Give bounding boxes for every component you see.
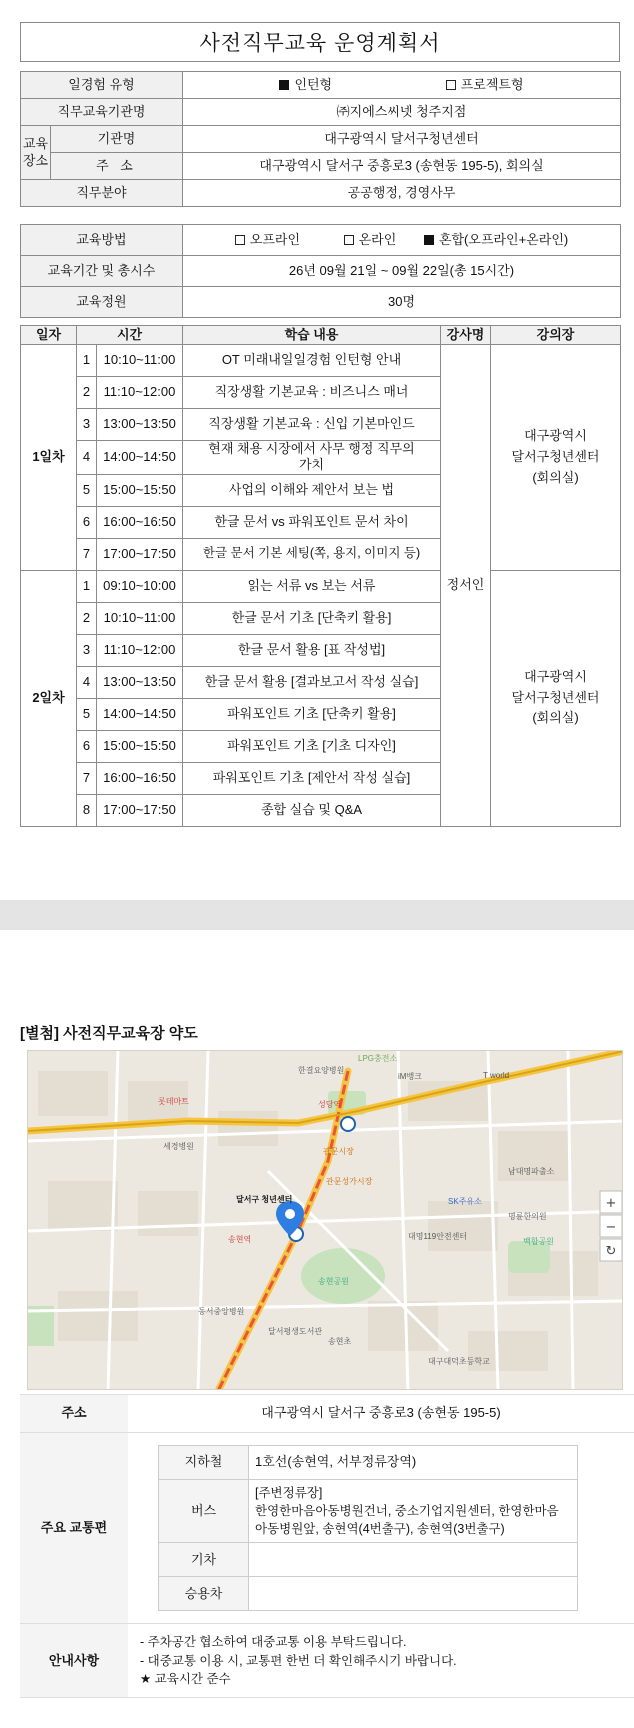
session-no: 4 <box>77 441 97 475</box>
map-label: 송현공원 <box>318 1277 349 1286</box>
session-time: 14:00~14:50 <box>97 698 183 730</box>
capacity-row <box>21 287 621 318</box>
session-content: 한글 문서 활용 [결과보고서 작성 실습] <box>183 666 441 698</box>
type-option-project[interactable]: 프로젝트형 <box>446 77 524 93</box>
session-no: 1 <box>77 345 97 377</box>
map-label: 송현역 <box>228 1235 252 1244</box>
org-label: 직무교육기관명 <box>21 99 183 126</box>
session-time: 16:00~16:50 <box>97 506 183 538</box>
header-content: 학습 내용 <box>183 326 441 345</box>
session-time: 17:00~17:50 <box>97 538 183 570</box>
basic-info-table <box>20 71 621 207</box>
header-date: 일자 <box>21 326 77 345</box>
session-content: 읽는 서류 vs 보는 서류 <box>183 570 441 602</box>
session-content: 파워포인트 기초 [제안서 작성 실습] <box>183 762 441 794</box>
address-value: 대구광역시 달서구 중흥로3 (송현동 195-5) <box>128 1395 634 1433</box>
map-label: 동서중앙병원 <box>198 1307 245 1316</box>
session-content: 파워포인트 기초 [기초 디자인] <box>183 730 441 762</box>
field-label: 직무분야 <box>21 180 183 207</box>
session-content: 사업의 이해와 제안서 보는 법 <box>183 474 441 506</box>
notice-line: ★ 교육시간 준수 <box>140 1672 231 1687</box>
table-row <box>21 570 621 602</box>
instructor-name: 정서인 <box>441 345 491 827</box>
notice-line: - 주차공간 협소하여 대중교통 이용 부탁드립니다. <box>140 1634 407 1649</box>
car-value <box>249 1577 578 1611</box>
header-instructor: 강사명 <box>441 326 491 345</box>
session-content: 한글 문서 활용 [표 작성법] <box>183 634 441 666</box>
notice-line: - 대중교통 이용 시, 교통편 한번 더 확인해주시기 바랍니다. <box>140 1653 457 1668</box>
transit-train-row <box>159 1543 578 1577</box>
transit-subway-row <box>159 1446 578 1480</box>
location-info-table <box>20 1394 634 1698</box>
addr-value: 대구광역시 달서구 중흥로3 (송현동 195-5), 회의실 <box>183 153 621 180</box>
session-content: 한글 문서 기본 세팅(쪽, 용지, 이미지 등) <box>183 538 441 570</box>
session-time: 14:00~14:50 <box>97 441 183 475</box>
session-no: 4 <box>77 666 97 698</box>
location-map[interactable] <box>27 1050 623 1390</box>
period-row <box>21 256 621 287</box>
type-option-intern[interactable]: 인턴형 <box>279 77 332 93</box>
method-option-mixed[interactable]: 혼합(오프라인+온라인) <box>424 232 568 248</box>
capacity-label: 교육정원 <box>21 287 183 318</box>
method-table <box>20 224 621 318</box>
org-value: ㈜지에스씨넷 청주지점 <box>183 99 621 126</box>
notice-row <box>20 1624 634 1698</box>
map-label: 명륜한의원 <box>508 1212 547 1221</box>
transit-label: 주요 교통편 <box>20 1433 128 1624</box>
train-label: 기차 <box>159 1543 249 1577</box>
session-content: 파워포인트 기초 [단축키 활용] <box>183 698 441 730</box>
transit-bus-row <box>159 1480 578 1543</box>
transit-cell <box>128 1433 634 1624</box>
notice-label: 안내사항 <box>20 1624 128 1698</box>
venue-cell: 대구광역시 달서구청년센터 (회의실) <box>491 345 621 571</box>
notice-cell <box>128 1624 634 1698</box>
day-label: 2일차 <box>21 570 77 826</box>
unchecked-box-icon <box>344 235 354 245</box>
map-label: iM뱅크 <box>398 1072 422 1081</box>
field-value: 공공행정, 경영사무 <box>183 180 621 207</box>
type-row <box>21 72 621 99</box>
session-time: 13:00~13:50 <box>97 409 183 441</box>
map-label: 성당역 <box>318 1100 342 1109</box>
map-label: 관문성가시장 <box>326 1177 373 1186</box>
session-content: 한글 문서 기초 [단축키 활용] <box>183 602 441 634</box>
checked-box-icon <box>279 80 289 90</box>
type-label: 일경험 유형 <box>21 72 183 99</box>
addr-row <box>21 153 621 180</box>
capacity-value: 30명 <box>183 287 621 318</box>
period-value: 26년 09월 21일 ~ 09월 22일(총 15시간) <box>183 256 621 287</box>
session-time: 17:00~17:50 <box>97 794 183 826</box>
map-label: 송현초 <box>328 1337 352 1346</box>
header-time: 시간 <box>77 326 183 345</box>
venue-cell: 대구광역시 달서구청년센터 (회의실) <box>491 570 621 826</box>
train-value <box>249 1543 578 1577</box>
session-no: 6 <box>77 730 97 762</box>
map-label: 대명119안전센터 <box>408 1232 468 1241</box>
map-label: 달서평생도서관 <box>268 1327 323 1336</box>
map-label: 백합공원 <box>523 1237 554 1246</box>
transit-car-row <box>159 1577 578 1611</box>
method-option-online[interactable]: 온라인 <box>344 232 397 248</box>
method-options <box>183 225 621 256</box>
session-time: 10:10~11:00 <box>97 602 183 634</box>
map-label: 한결요양병원 <box>298 1066 345 1075</box>
map-label: 롯데마트 <box>158 1097 189 1106</box>
session-content: OT 미래내일일경험 인턴형 안내 <box>183 345 441 377</box>
session-no: 1 <box>77 570 97 602</box>
session-time: 15:00~15:50 <box>97 474 183 506</box>
session-no: 6 <box>77 506 97 538</box>
map-label: 대구대덕초등학교 <box>428 1357 490 1366</box>
table-row <box>21 345 621 377</box>
period-label: 교육기간 및 총시수 <box>21 256 183 287</box>
svg-text:+: + <box>605 1196 617 1211</box>
place-label: 교육 장소 <box>21 126 51 180</box>
session-time: 13:00~13:50 <box>97 666 183 698</box>
transit-table <box>158 1445 578 1611</box>
car-label: 승용차 <box>159 1577 249 1611</box>
session-content: 직장생활 기본교육 : 신입 기본마인드 <box>183 409 441 441</box>
map-label: 세경병원 <box>163 1142 194 1151</box>
session-no: 5 <box>77 474 97 506</box>
subway-value: 1호선(송현역, 서부정류장역) <box>249 1446 578 1480</box>
inst-label: 기관명 <box>51 126 183 153</box>
address-label: 주소 <box>20 1395 128 1433</box>
addr-label: 주 소 <box>51 153 183 180</box>
unchecked-box-icon <box>235 235 245 245</box>
session-no: 7 <box>77 538 97 570</box>
inst-value: 대구광역시 달서구청년센터 <box>183 126 621 153</box>
day-label: 1일차 <box>21 345 77 571</box>
document-title: 사전직무교육 운영계획서 <box>20 22 620 62</box>
session-content: 한글 문서 vs 파워포인트 문서 차이 <box>183 506 441 538</box>
session-time: 11:10~12:00 <box>97 634 183 666</box>
session-no: 8 <box>77 794 97 826</box>
session-time: 15:00~15:50 <box>97 730 183 762</box>
org-row <box>21 99 621 126</box>
subway-label: 지하철 <box>159 1446 249 1480</box>
session-time: 16:00~16:50 <box>97 762 183 794</box>
session-no: 2 <box>77 377 97 409</box>
bus-value: [주변정류장] 한영한마음아동병원건너, 중소기업지원센터, 한영한마음 아동병원앞, 송현역(4번출구), 송현역(3번출구) <box>249 1480 578 1543</box>
map-label: 남대명파출소 <box>508 1167 555 1176</box>
session-content: 현재 채용 시장에서 사무 행정 직무의 가치 <box>183 441 441 475</box>
schedule-header-row <box>21 326 621 345</box>
inst-row <box>21 126 621 153</box>
session-time: 10:10~11:00 <box>97 345 183 377</box>
map-label: 관문시장 <box>323 1147 354 1156</box>
transit-row <box>20 1433 634 1624</box>
schedule-table <box>20 325 621 827</box>
address-row <box>20 1395 634 1433</box>
map-label: LPG충전소 <box>358 1054 398 1063</box>
session-content: 직장생활 기본교육 : 비즈니스 매너 <box>183 377 441 409</box>
unchecked-box-icon <box>446 80 456 90</box>
session-no: 3 <box>77 409 97 441</box>
session-no: 5 <box>77 698 97 730</box>
method-row <box>21 225 621 256</box>
session-time: 11:10~12:00 <box>97 377 183 409</box>
type-options <box>183 72 621 99</box>
session-no: 2 <box>77 602 97 634</box>
session-no: 7 <box>77 762 97 794</box>
session-no: 3 <box>77 634 97 666</box>
session-time: 09:10~10:00 <box>97 570 183 602</box>
svg-text:−: − <box>605 1220 617 1235</box>
map-label: T world <box>483 1071 510 1080</box>
method-option-offline[interactable]: 오프라인 <box>235 232 300 248</box>
bus-label: 버스 <box>159 1480 249 1543</box>
map-label: 달서구 청년센터 <box>236 1195 293 1204</box>
annex-page <box>0 930 634 1728</box>
header-venue: 강의장 <box>491 326 621 345</box>
session-content: 종합 실습 및 Q&A <box>183 794 441 826</box>
method-label: 교육방법 <box>21 225 183 256</box>
annex-title: [별첨] 사전직무교육장 약도 <box>20 1025 198 1042</box>
svg-text:↻: ↻ <box>605 1244 617 1259</box>
map-label: SK주유소 <box>448 1197 482 1206</box>
field-row <box>21 180 621 207</box>
checked-box-icon <box>424 235 434 245</box>
page-separator <box>0 900 634 930</box>
